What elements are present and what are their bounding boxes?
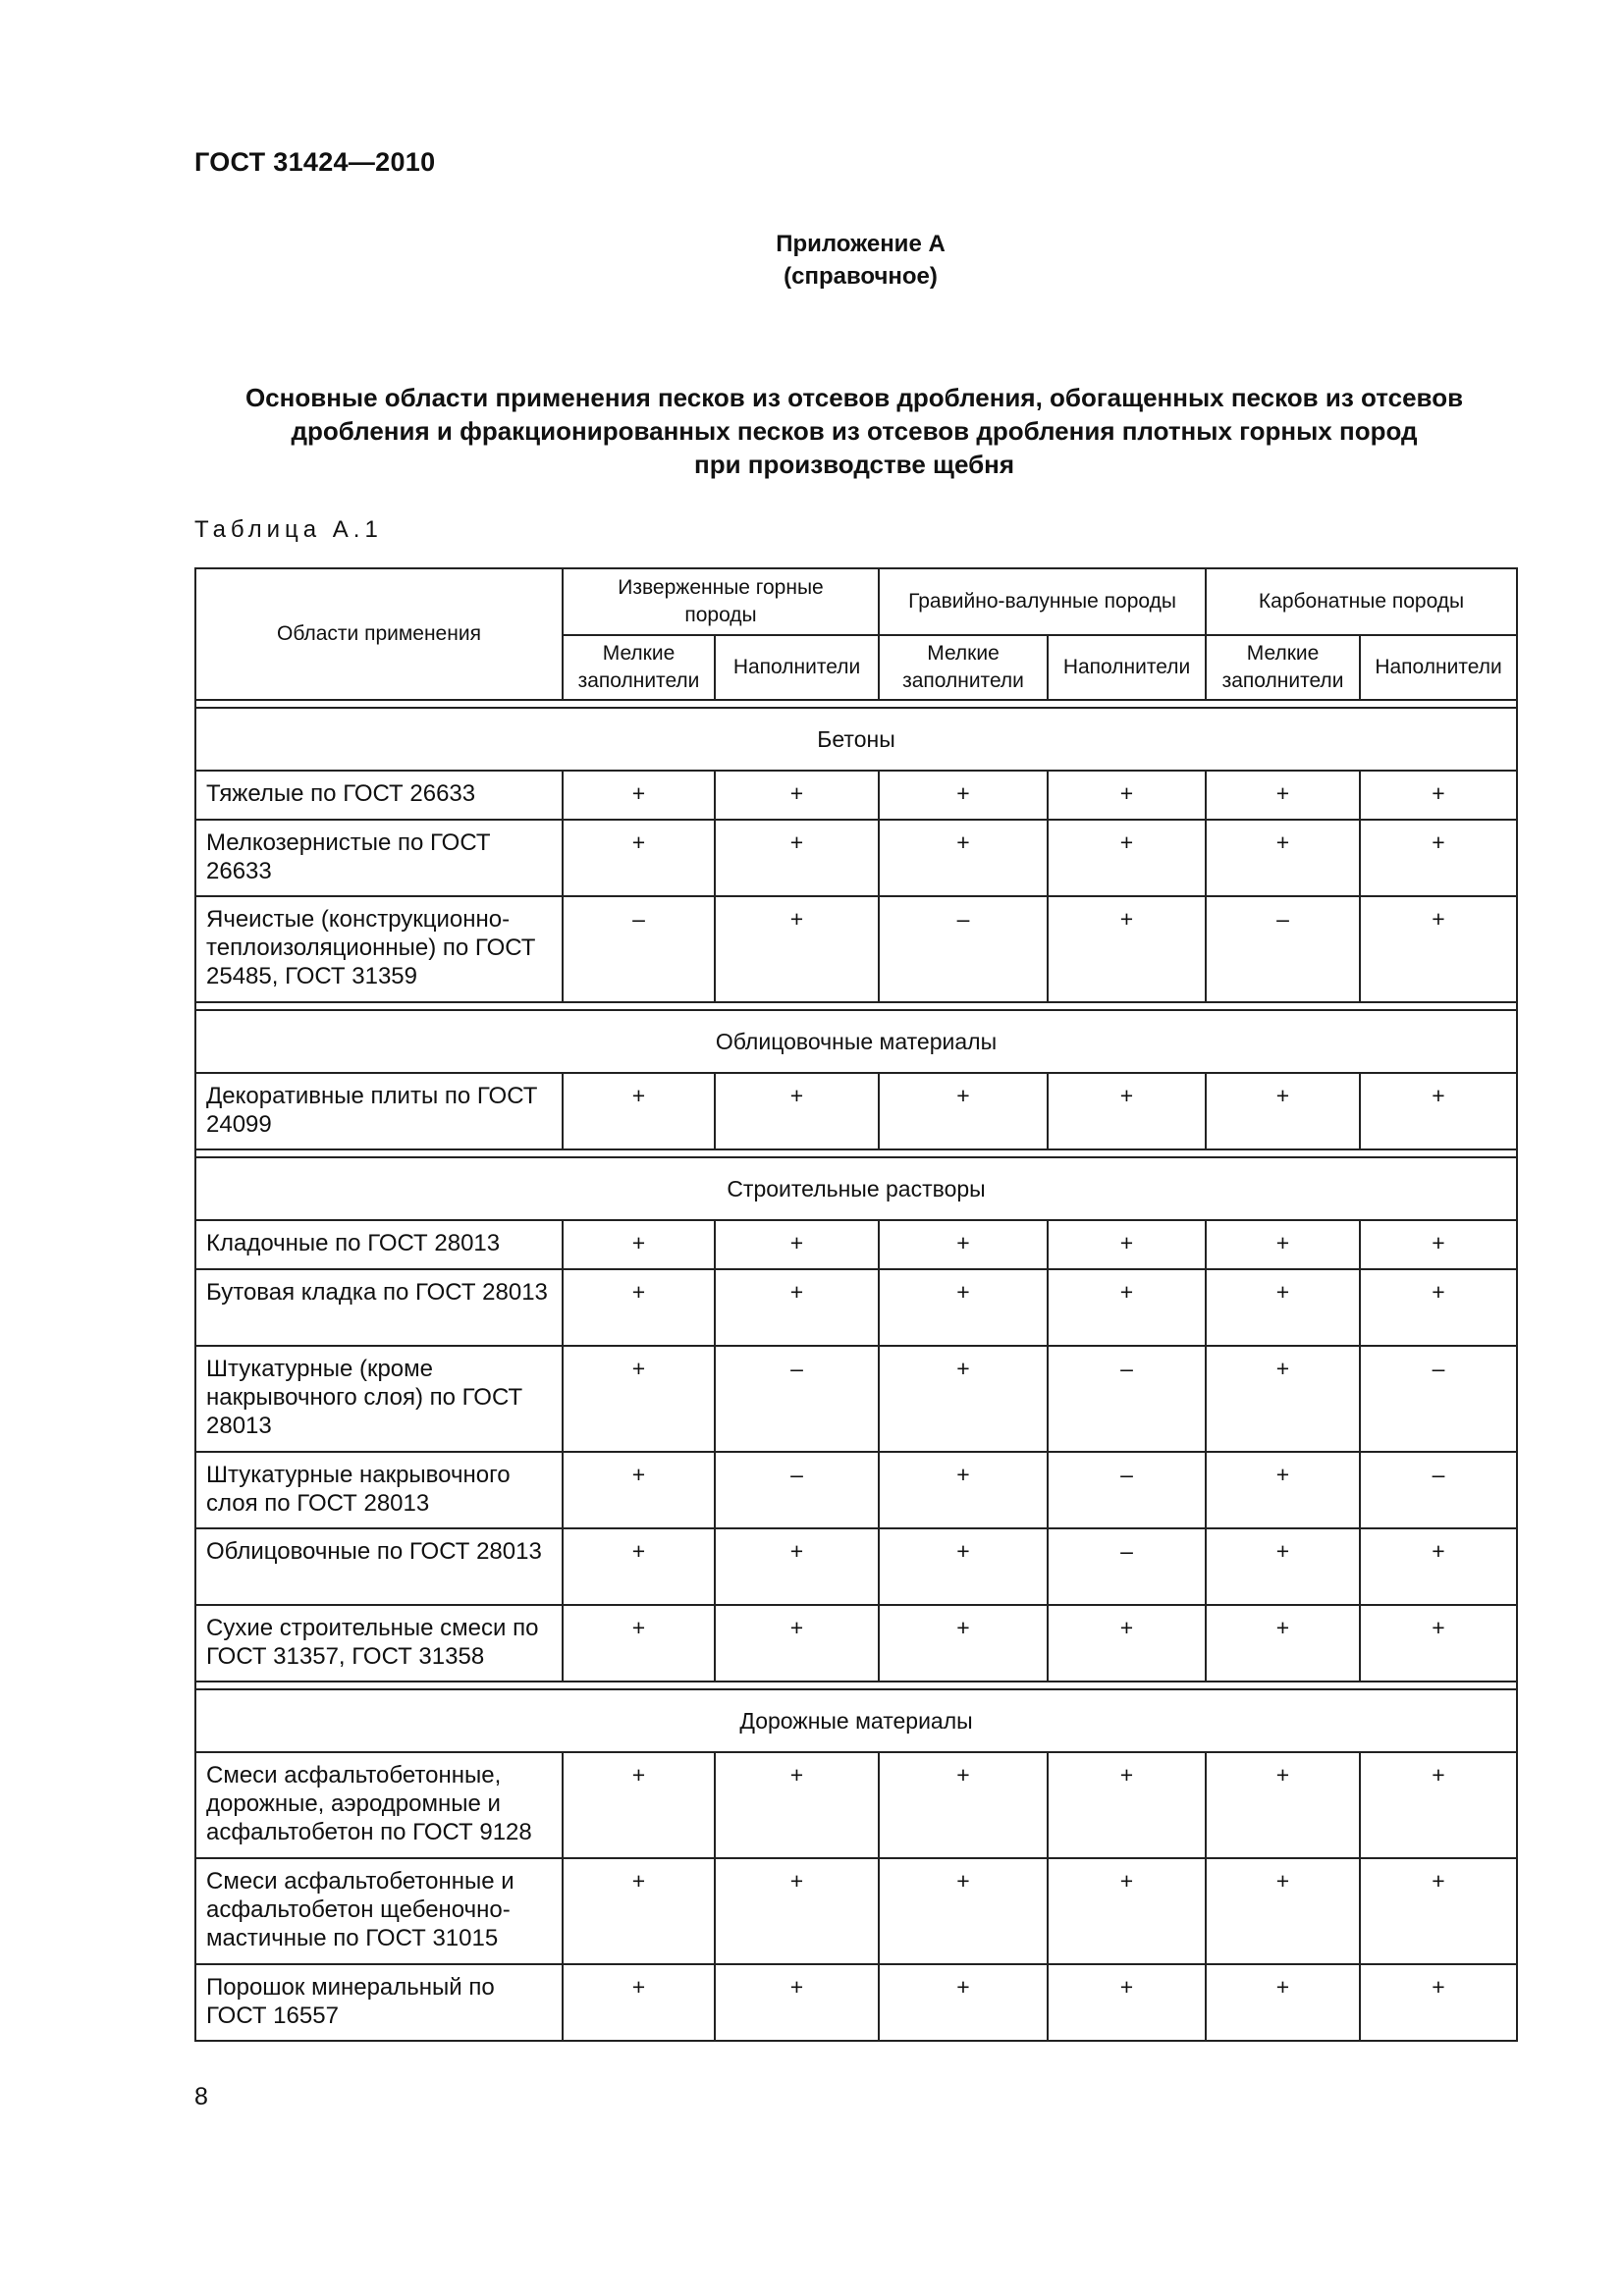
section-row (195, 1010, 1517, 1073)
applicability-mark: + (715, 1073, 879, 1149)
subcolumn-header: Мелкие заполнители (879, 635, 1048, 700)
section-row (195, 1689, 1517, 1752)
applicability-mark: + (563, 820, 715, 896)
applicability-mark: + (1048, 1073, 1206, 1149)
applicability-mark: + (563, 1220, 715, 1269)
applicability-mark: + (715, 1752, 879, 1858)
section-row (195, 1157, 1517, 1220)
applicability-mark: + (715, 771, 879, 820)
application-label: Сухие строительные смеси по ГОСТ 31357, ГОСТ 31358 (195, 1605, 563, 1682)
applicability-mark: + (879, 1528, 1048, 1605)
table-row (195, 1452, 1517, 1528)
appendix-title: Приложение А (776, 231, 946, 257)
applicability-mark: + (1360, 771, 1517, 820)
applicability-mark: + (879, 1605, 1048, 1682)
applicability-mark: + (1206, 1269, 1360, 1346)
applicability-mark: + (715, 1964, 879, 2041)
applicability-mark: + (715, 1605, 879, 1682)
applicability-mark: + (563, 1346, 715, 1452)
applicability-mark: + (1360, 1605, 1517, 1682)
applicability-mark: + (715, 1220, 879, 1269)
applicability-mark: + (1048, 1220, 1206, 1269)
subcolumn-header: Наполнители (1048, 635, 1206, 700)
applicability-mark: + (1206, 820, 1360, 896)
applicability-mark: + (1048, 820, 1206, 896)
application-label: Декоративные плиты по ГОСТ 24099 (195, 1073, 563, 1149)
column-group-header: Гравийно-валунные породы (879, 568, 1206, 635)
applicability-mark: + (1206, 1605, 1360, 1682)
applicability-mark: + (1206, 1964, 1360, 2041)
table-row (195, 896, 1517, 1002)
table-row (195, 1346, 1517, 1452)
application-label: Смеси асфальтобетонные и асфальтобетон щебеночно-мастичные по ГОСТ 31015 (195, 1858, 563, 1964)
table-row (195, 1220, 1517, 1269)
column-group-header: Изверженные горные породы (563, 568, 879, 635)
applicability-mark: + (1206, 1073, 1360, 1149)
applicability-mark: + (1048, 1269, 1206, 1346)
applicability-mark: + (879, 1452, 1048, 1528)
appendix-heading (0, 228, 1623, 293)
applicability-mark: + (563, 771, 715, 820)
application-label: Тяжелые по ГОСТ 26633 (195, 771, 563, 820)
application-label: Смеси асфальтобетонные, дорожные, аэродромные и асфальтобетон по ГОСТ 9128 (195, 1752, 563, 1858)
applicability-mark: – (1048, 1346, 1206, 1452)
applicability-mark: + (1360, 1073, 1517, 1149)
table-row (195, 1528, 1517, 1605)
section-row (195, 708, 1517, 771)
applicability-mark: + (879, 771, 1048, 820)
applicability-mark: + (1360, 820, 1517, 896)
section-separator (195, 700, 1517, 708)
subcolumn-header: Наполнители (1360, 635, 1517, 700)
applicability-mark: + (1048, 1605, 1206, 1682)
applicability-mark: + (1048, 1964, 1206, 2041)
applicability-mark: – (1360, 1346, 1517, 1452)
table-row (195, 1964, 1517, 2041)
applicability-mark: + (879, 1346, 1048, 1452)
applicability-mark: + (879, 1858, 1048, 1964)
applicability-mark: + (715, 1528, 879, 1605)
applicability-mark: + (563, 1605, 715, 1682)
application-label: Бутовая кладка по ГОСТ 28013 (195, 1269, 563, 1346)
applicability-mark: – (715, 1346, 879, 1452)
applicability-mark: – (563, 896, 715, 1002)
applicability-mark: + (1360, 896, 1517, 1002)
applicability-mark: – (1206, 896, 1360, 1002)
applicability-mark: + (1360, 1528, 1517, 1605)
section-title: Облицовочные материалы (195, 1010, 1517, 1073)
separator-cell (195, 1682, 1517, 1689)
applicability-mark: – (1360, 1452, 1517, 1528)
table-header-row (195, 568, 1517, 635)
application-label: Штукатурные накрывочного слоя по ГОСТ 28013 (195, 1452, 563, 1528)
application-label: Мелкозернистые по ГОСТ 26633 (195, 820, 563, 896)
table-caption: Таблица А.1 (194, 516, 383, 543)
applicability-mark: + (1360, 1269, 1517, 1346)
applicability-mark: + (1048, 896, 1206, 1002)
applicability-mark: + (1048, 771, 1206, 820)
table-row (195, 1752, 1517, 1858)
applicability-mark: + (1206, 1752, 1360, 1858)
applicability-mark: + (1360, 1752, 1517, 1858)
applicability-mark: + (879, 1964, 1048, 2041)
page-number: 8 (194, 2083, 208, 2110)
subcolumn-header: Наполнители (715, 635, 879, 700)
applicability-mark: + (1206, 1346, 1360, 1452)
applicability-mark: + (563, 1752, 715, 1858)
applicability-mark: + (1048, 1858, 1206, 1964)
applicability-mark: + (1360, 1964, 1517, 2041)
section-separator (195, 1149, 1517, 1157)
applicability-mark: + (1048, 1752, 1206, 1858)
applicability-mark: + (1206, 1858, 1360, 1964)
separator-cell (195, 700, 1517, 708)
document-title (157, 381, 1551, 481)
applicability-mark: + (879, 820, 1048, 896)
table-row (195, 1858, 1517, 1964)
applicability-mark: + (715, 820, 879, 896)
title-line-2: дробления и фракционированных песков из отсевов дробления плотных горных пород (291, 416, 1418, 446)
section-separator (195, 1682, 1517, 1689)
applicability-mark: + (1206, 1528, 1360, 1605)
section-separator (195, 1002, 1517, 1010)
section-title: Дорожные материалы (195, 1689, 1517, 1752)
applicability-mark: + (563, 1073, 715, 1149)
column-group-header: Карбонатные породы (1206, 568, 1517, 635)
applicability-mark: + (563, 1528, 715, 1605)
applicability-mark: + (879, 1752, 1048, 1858)
table-row (195, 1269, 1517, 1346)
applicability-mark: + (879, 1073, 1048, 1149)
table-row (195, 1073, 1517, 1149)
applicability-mark: + (563, 1964, 715, 2041)
applicability-mark: + (563, 1858, 715, 1964)
applicability-mark: – (715, 1452, 879, 1528)
title-line-3: при производстве щебня (693, 450, 1014, 479)
applicability-mark: + (1206, 1220, 1360, 1269)
applicability-mark: – (1048, 1452, 1206, 1528)
applicability-mark: + (1206, 771, 1360, 820)
application-label: Штукатурные (кроме накрывочного слоя) по ГОСТ 28013 (195, 1346, 563, 1452)
table-row (195, 820, 1517, 896)
column-header-application: Области применения (195, 568, 563, 700)
applicability-mark: + (563, 1269, 715, 1346)
applications-table (194, 567, 1518, 2042)
section-title: Бетоны (195, 708, 1517, 771)
subcolumn-header: Мелкие заполнители (563, 635, 715, 700)
applicability-mark: + (1360, 1220, 1517, 1269)
applicability-mark: + (1206, 1452, 1360, 1528)
separator-cell (195, 1002, 1517, 1010)
section-title: Строительные растворы (195, 1157, 1517, 1220)
application-label: Облицовочные по ГОСТ 28013 (195, 1528, 563, 1605)
applicability-mark: + (879, 1220, 1048, 1269)
applicability-mark: + (715, 896, 879, 1002)
subcolumn-header: Мелкие заполнители (1206, 635, 1360, 700)
applicability-mark: – (879, 896, 1048, 1002)
applicability-mark: + (715, 1858, 879, 1964)
applicability-mark: + (1360, 1858, 1517, 1964)
document-code: ГОСТ 31424—2010 (194, 147, 436, 177)
applicability-mark: – (1048, 1528, 1206, 1605)
application-label: Кладочные по ГОСТ 28013 (195, 1220, 563, 1269)
separator-cell (195, 1149, 1517, 1157)
appendix-type: (справочное) (784, 263, 938, 290)
application-label: Порошок минеральный по ГОСТ 16557 (195, 1964, 563, 2041)
applicability-mark: + (879, 1269, 1048, 1346)
applicability-mark: + (563, 1452, 715, 1528)
title-line-1: Основные области применения песков из отсевов дробления, обогащенных песков из отсевов (244, 383, 1464, 412)
table-body (195, 700, 1517, 2041)
table-row (195, 1605, 1517, 1682)
applicability-mark: + (715, 1269, 879, 1346)
table-row (195, 771, 1517, 820)
application-label: Ячеистые (конструкционно-теплоизоляционные) по ГОСТ 25485, ГОСТ 31359 (195, 896, 563, 1002)
